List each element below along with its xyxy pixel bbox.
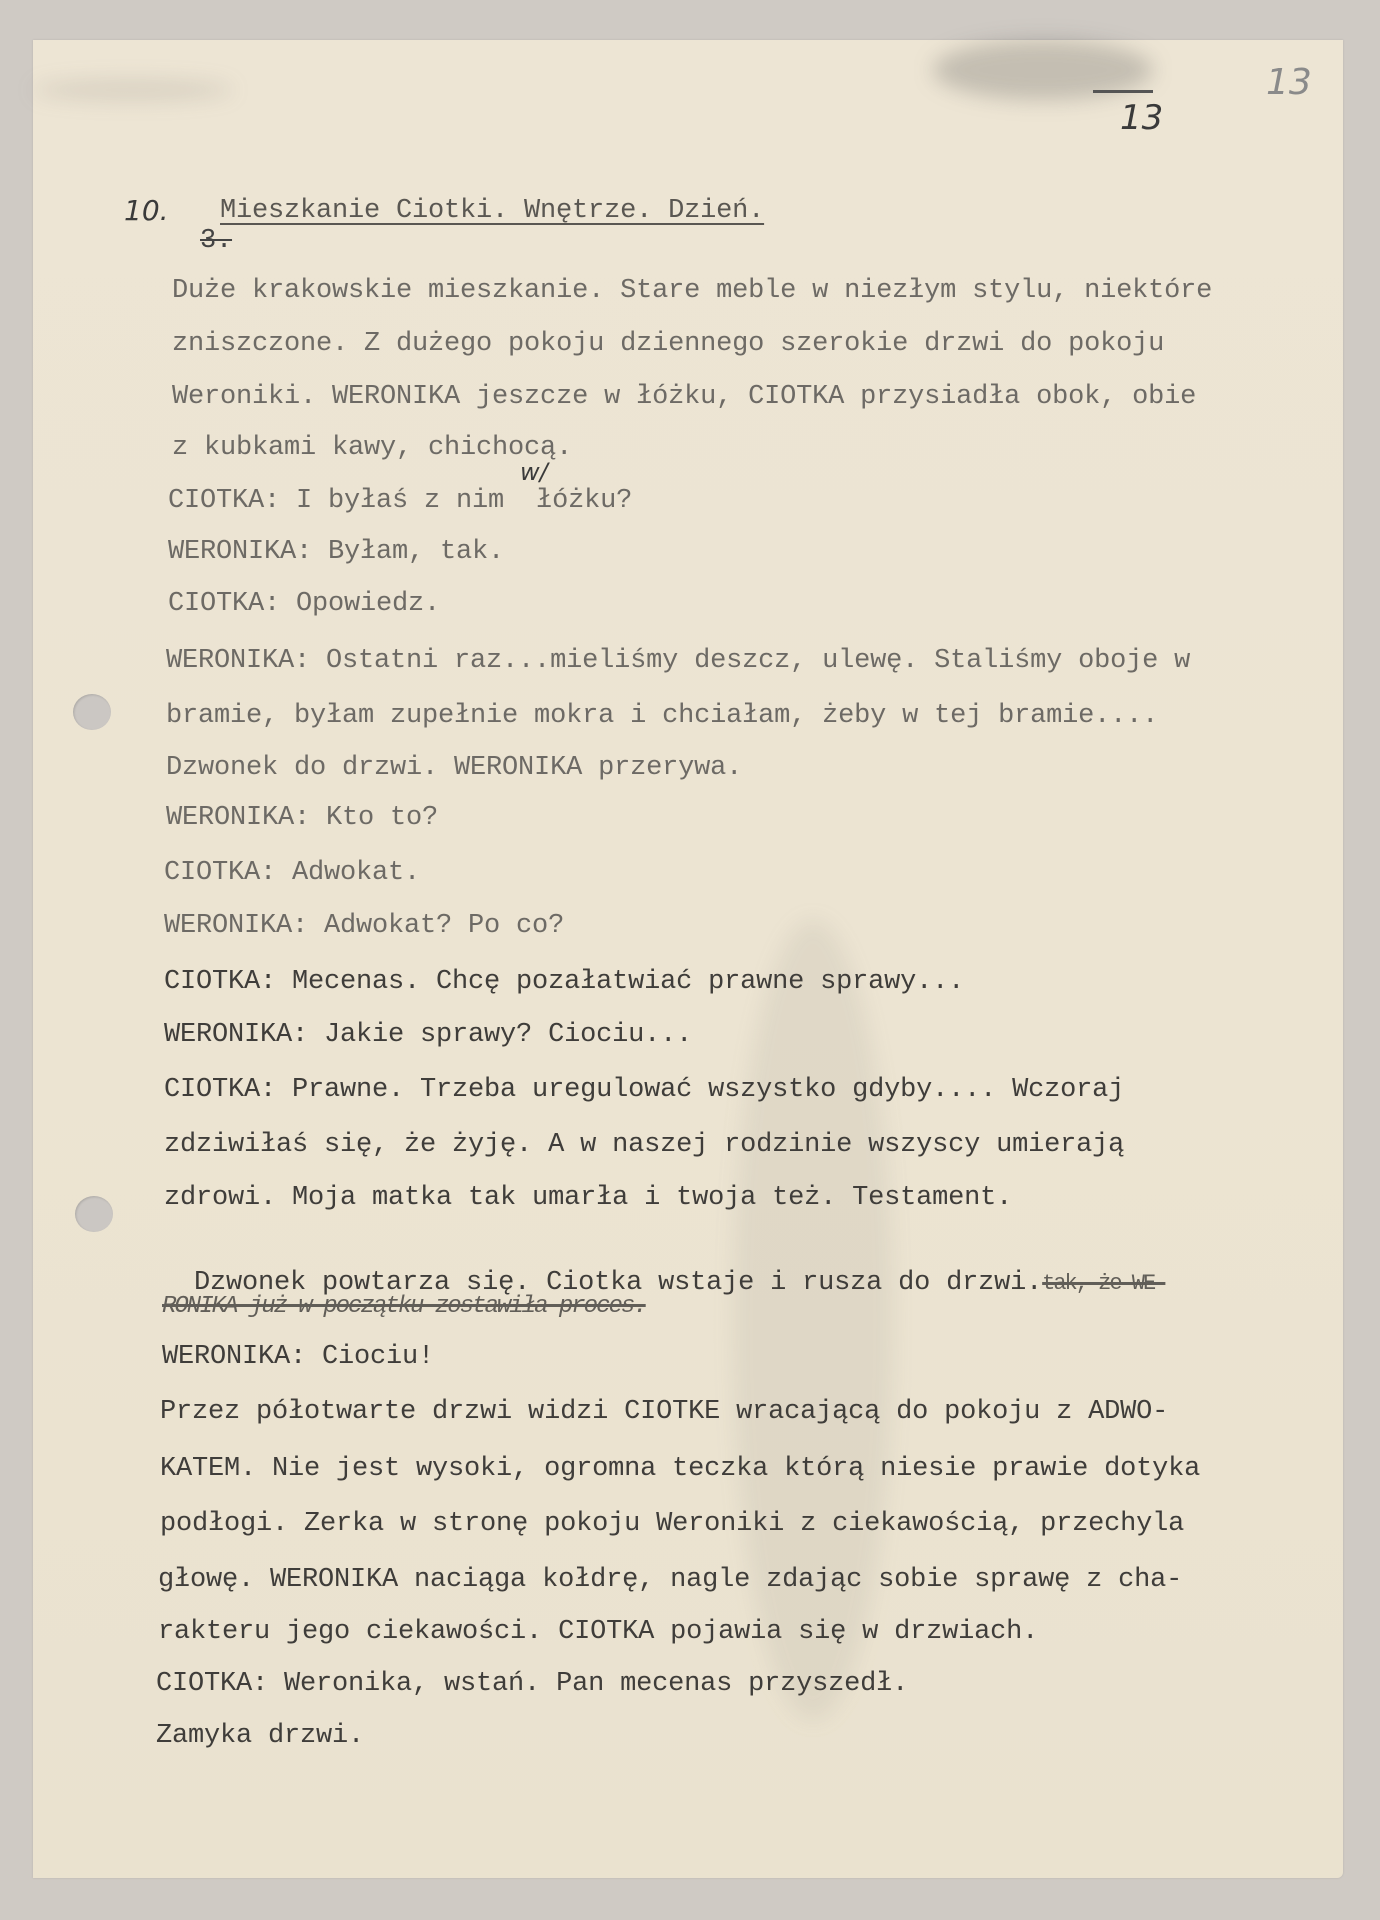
struck-text-line: RONIKA już w początku zostawiła proces. <box>162 1293 646 1320</box>
text-line: głowę. WERONIKA naciąga kołdrę, nagle zdając sobie sprawę z cha- <box>158 1565 1183 1595</box>
struck-text: tak, że WE- <box>1042 1271 1166 1296</box>
text-line: zniszczone. Z dużego pokoju dziennego szerokie drzwi do pokoju <box>172 329 1165 359</box>
paper-sheet <box>33 40 1343 1878</box>
typed-page-mark <box>1093 90 1153 93</box>
text-line: Przez półotwarte drzwi widzi CIOTKE wracającą do pokoju z ADWO- <box>160 1397 1169 1427</box>
text-line: zdziwiłaś się, że żyję. A w naszej rodzinie wszyscy umierają <box>164 1130 1125 1160</box>
punch-hole <box>73 694 111 730</box>
scene-number-handwritten: 10. <box>124 194 169 227</box>
text-line <box>162 1238 1165 1299</box>
struck-number: 3. <box>200 226 233 256</box>
dialogue-line: CIOTKA: I byłaś z nim łóżku? <box>168 486 633 516</box>
dialogue-line: WERONIKA: Adwokat? Po co? <box>164 911 565 941</box>
toner-streak <box>733 920 893 1720</box>
text-line: z kubkami kawy, chichocą. <box>172 433 573 463</box>
page-number-handwritten: 13 <box>1120 98 1164 138</box>
dialogue-line: CIOTKA: Adwokat. <box>164 858 421 888</box>
page-number-pencil: 13 <box>1266 62 1312 103</box>
text-line: Duże krakowskie mieszkanie. Stare meble w niezłym stylu, niektóre <box>172 276 1213 306</box>
dialogue-line: WERONIKA: Ostatni raz...mieliśmy deszcz, ulewę. Staliśmy oboje w <box>166 646 1191 676</box>
dialogue-line: CIOTKA: Mecenas. Chcę pozałatwiać prawne sprawy... <box>164 967 965 997</box>
dialogue-line: CIOTKA: Prawne. Trzeba uregulować wszystko gdyby.... Wczoraj <box>164 1075 1125 1105</box>
dialogue-line: WERONIKA: Ciociu! <box>162 1342 435 1372</box>
text-line: zdrowi. Moja matka tak umarła i twoja też. Testament. <box>164 1183 1013 1213</box>
dialogue-line: CIOTKA: Opowiedz. <box>168 589 441 619</box>
toner-streak <box>33 80 233 100</box>
scene-heading: Mieszkanie Ciotki. Wnętrze. Dzień. <box>220 196 765 226</box>
handwritten-insert: w/ <box>520 458 548 486</box>
dialogue-line: CIOTKA: Weronika, wstań. Pan mecenas przyszedł. <box>156 1669 909 1699</box>
text-line: rakteru jego ciekawości. CIOTKA pojawia się w drzwiach. <box>158 1617 1039 1647</box>
text-line: Weroniki. WERONIKA jeszcze w łóżku, CIOTKA przysiadła obok, obie <box>172 382 1197 412</box>
text-line: podłogi. Zerka w stronę pokoju Weroniki z ciekawością, przechyla <box>160 1509 1185 1539</box>
text-line: Dzwonek do drzwi. WERONIKA przerywa. <box>166 753 743 783</box>
dialogue-line: WERONIKA: Kto to? <box>166 803 439 833</box>
text-line: bramie, byłam zupełnie mokra i chciałam, żeby w tej bramie.... <box>166 701 1159 731</box>
text-line: KATEM. Nie jest wysoki, ogromna teczka którą niesie prawie dotyka <box>160 1454 1201 1484</box>
text-line: Zamyka drzwi. <box>156 1721 365 1751</box>
punch-hole <box>75 1196 113 1232</box>
dialogue-line: WERONIKA: Jakie sprawy? Ciociu... <box>164 1020 693 1050</box>
text-line-main: Dzwonek powtarza się. Ciotka wstaje i rusza do drzwi. <box>194 1268 1043 1298</box>
dialogue-line: WERONIKA: Byłam, tak. <box>168 537 505 567</box>
